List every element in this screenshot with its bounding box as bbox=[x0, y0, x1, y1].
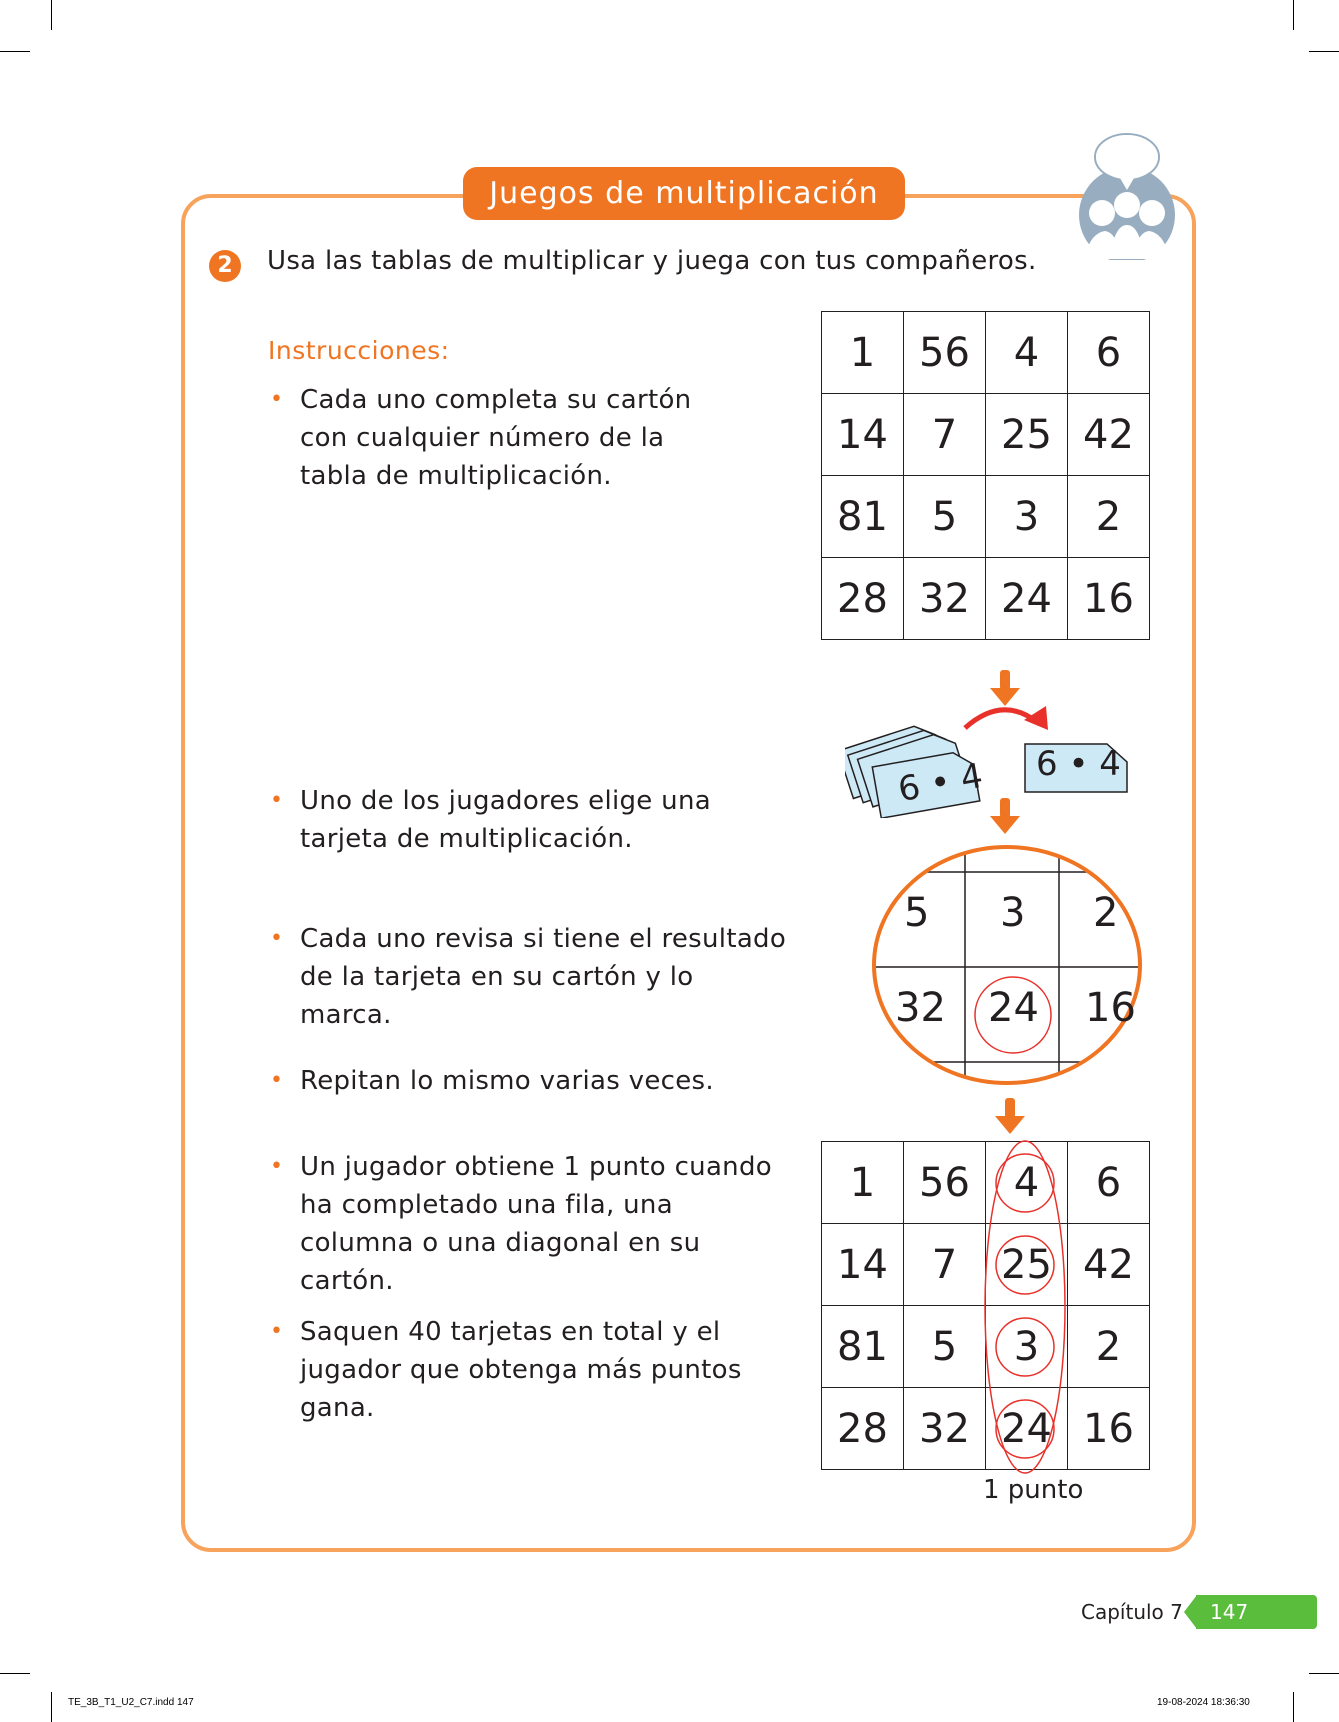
board-cell: 6 bbox=[1068, 1142, 1150, 1224]
crop-mark bbox=[51, 1692, 52, 1722]
activity-prompt: Usa las tablas de multiplicar y juega con tus compañeros. bbox=[267, 246, 1037, 276]
bullet-icon: • bbox=[270, 1154, 284, 1179]
crop-mark bbox=[51, 0, 52, 30]
board-cell: 4 bbox=[986, 312, 1068, 394]
chapter-label: Capítulo 7 bbox=[1081, 1600, 1183, 1624]
board-cell: 2 bbox=[1068, 1306, 1150, 1388]
instruction-item: • Un jugador obtiene 1 punto cuando ha completado una fila, una columna o una diagonal en su cartón. bbox=[270, 1148, 790, 1300]
crop-mark bbox=[1293, 1692, 1294, 1722]
zoom-cell: 16 bbox=[1085, 985, 1136, 1031]
board-cell: 42 bbox=[1068, 394, 1150, 476]
board-cell: 5 bbox=[904, 1306, 986, 1388]
crop-mark bbox=[0, 51, 30, 52]
instructions-heading: Instrucciones: bbox=[268, 336, 450, 365]
board-cell-marked: 25 bbox=[986, 1224, 1068, 1306]
bullet-icon: • bbox=[270, 1068, 284, 1093]
board-cell: 24 bbox=[986, 558, 1068, 640]
column-mark-overlay bbox=[980, 1130, 1070, 1480]
zoom-cell: 5 bbox=[904, 890, 930, 936]
bingo-board bbox=[821, 311, 1150, 640]
board-cell: 81 bbox=[822, 476, 904, 558]
instruction-item: • Saquen 40 tarjetas en total y el jugador que obtenga más puntos gana. bbox=[270, 1313, 790, 1427]
deck-card-label: 6 • 4 bbox=[895, 755, 986, 811]
board-cell: 16 bbox=[1068, 558, 1150, 640]
bullet-icon: • bbox=[270, 387, 284, 412]
board-cell: 6 bbox=[1068, 312, 1150, 394]
board-cell: 32 bbox=[904, 558, 986, 640]
drawn-card-label: 6 • 4 bbox=[1036, 744, 1121, 784]
board-cell: 7 bbox=[904, 394, 986, 476]
table-row bbox=[822, 558, 1150, 640]
board-cell-marked: 24 bbox=[986, 1388, 1068, 1470]
activity-number-badge: 2 bbox=[209, 250, 241, 282]
board-cell: 7 bbox=[904, 1224, 986, 1306]
board-cell: 16 bbox=[1068, 1388, 1150, 1470]
board-cell: 2 bbox=[1068, 476, 1150, 558]
zoom-cell: 32 bbox=[895, 985, 946, 1031]
crop-mark bbox=[1293, 0, 1294, 30]
crop-mark bbox=[1309, 1673, 1339, 1674]
zoom-cell: 2 bbox=[1093, 890, 1119, 936]
bullet-icon: • bbox=[270, 926, 284, 951]
bullet-icon: • bbox=[270, 788, 284, 813]
slug-file: TE_3B_T1_U2_C7.indd 147 bbox=[68, 1697, 194, 1708]
board-cell: 14 bbox=[822, 394, 904, 476]
board-cell: 5 bbox=[904, 476, 986, 558]
table-row bbox=[822, 394, 1150, 476]
board-cell: 3 bbox=[986, 476, 1068, 558]
result-caption: 1 punto bbox=[983, 1475, 1084, 1505]
board-cell: 56 bbox=[904, 1142, 986, 1224]
zoom-cell-marked: 24 bbox=[988, 985, 1039, 1031]
group-discussion-icon bbox=[1072, 125, 1182, 260]
board-cell-marked: 4 bbox=[986, 1142, 1068, 1224]
board-cell: 32 bbox=[904, 1388, 986, 1470]
board-cell: 28 bbox=[822, 558, 904, 640]
page-number: 147 bbox=[1196, 1595, 1317, 1629]
board-cell: 1 bbox=[822, 1142, 904, 1224]
board-cell: 81 bbox=[822, 1306, 904, 1388]
crop-mark bbox=[0, 1673, 30, 1674]
table-row bbox=[822, 476, 1150, 558]
bullet-icon: • bbox=[270, 1319, 284, 1344]
instruction-item: • Uno de los jugadores elige una tarjeta de multiplicación. bbox=[270, 782, 790, 858]
crop-mark bbox=[1309, 51, 1339, 52]
board-cell: 14 bbox=[822, 1224, 904, 1306]
magnified-board-view bbox=[868, 840, 1148, 1090]
board-cell: 56 bbox=[904, 312, 986, 394]
board-cell: 28 bbox=[822, 1388, 904, 1470]
board-cell: 1 bbox=[822, 312, 904, 394]
section-title: Juegos de multiplicación bbox=[463, 167, 905, 220]
instruction-item: • Cada uno completa su cartón con cualquier número de la tabla de multiplicación. bbox=[270, 381, 730, 495]
board-cell: 42 bbox=[1068, 1224, 1150, 1306]
instruction-item: • Repitan lo mismo varias veces. bbox=[270, 1062, 790, 1100]
table-row bbox=[822, 312, 1150, 394]
instruction-item: • Cada uno revisa si tiene el resultado de la tarjeta en su cartón y lo marca. bbox=[270, 920, 790, 1034]
zoom-cell: 3 bbox=[1000, 890, 1026, 936]
board-cell: 25 bbox=[986, 394, 1068, 476]
arrow-down-icon bbox=[990, 798, 1020, 836]
board-cell-marked: 3 bbox=[986, 1306, 1068, 1388]
slug-timestamp: 19-08-2024 18:36:30 bbox=[1157, 1697, 1250, 1708]
